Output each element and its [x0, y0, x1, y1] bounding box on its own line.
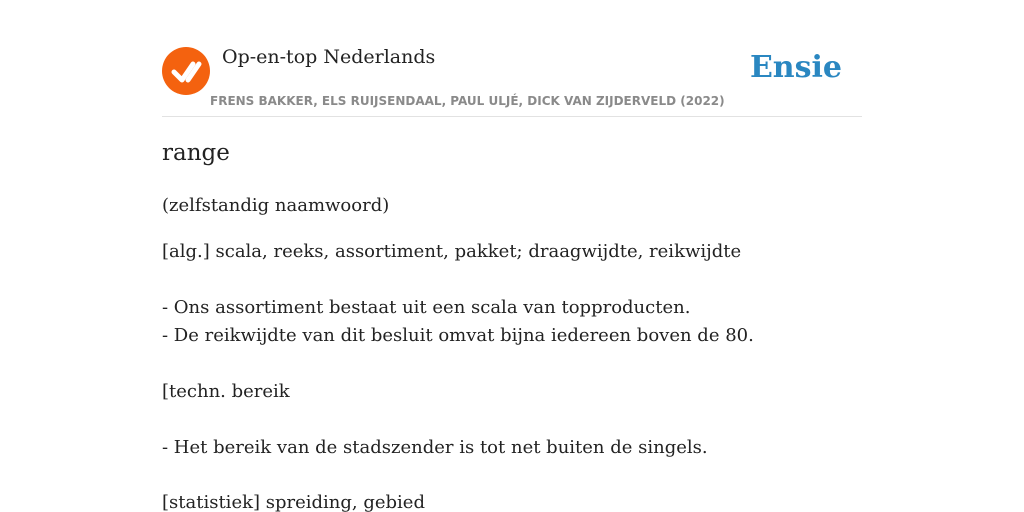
book-title[interactable]: Op-en-top Nederlands: [222, 46, 436, 68]
example-sentence: - Ons assortiment bestaat uit een scala van topproducten.: [162, 297, 691, 318]
check-icon[interactable]: [162, 47, 210, 95]
example-sentence: - Het bereik van de stadszender is tot net buiten de singels.: [162, 437, 708, 458]
brand-logo[interactable]: Ensie: [749, 50, 842, 85]
word-class: (zelfstandig naamwoord): [162, 195, 390, 216]
definition-general: [alg.] scala, reeks, assortiment, pakket; draagwijdte, reikwijdte: [162, 241, 742, 262]
definition-statistics: [statistiek] spreiding, gebied: [162, 492, 425, 512]
example-sentence: - De reikwijdte van dit besluit omvat bijna iedereen boven de 80.: [162, 325, 754, 346]
header: [162, 0, 862, 117]
book-authors: FRENS BAKKER, ELS RUIJSENDAAL, PAUL ULJÉ, DICK VAN ZIJDERVELD (2022): [210, 94, 725, 108]
entry-word: range: [162, 140, 230, 166]
definition-technical: [techn. bereik: [162, 381, 290, 402]
